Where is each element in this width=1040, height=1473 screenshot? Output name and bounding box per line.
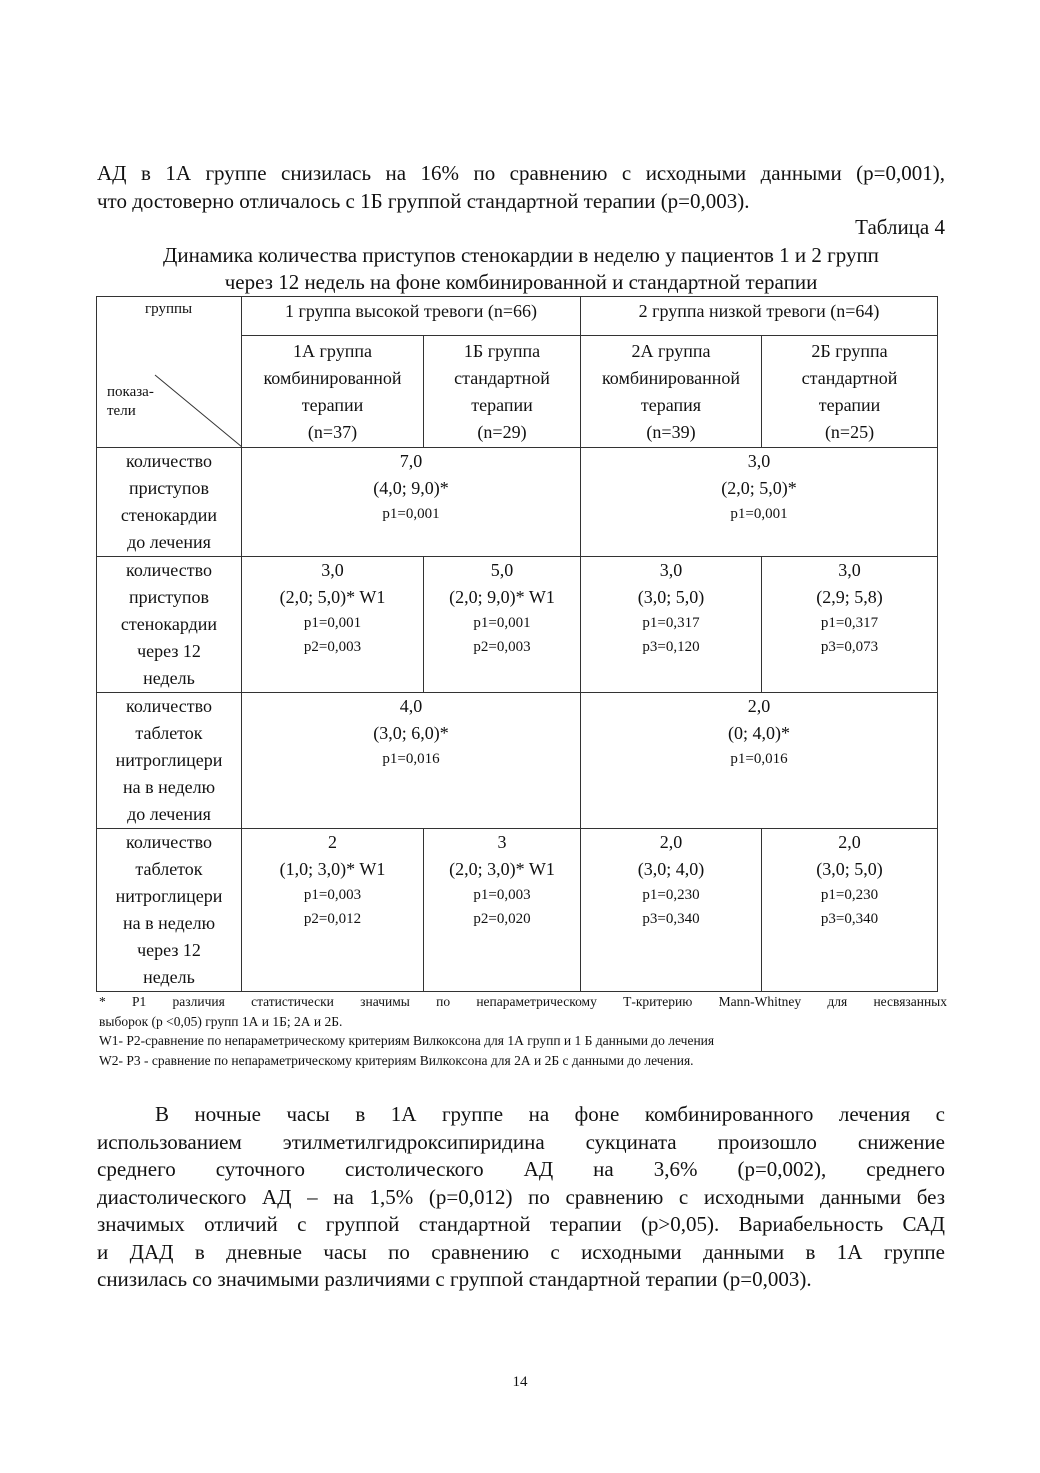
corner-cell xyxy=(97,297,242,448)
value-cell: 2 (1,0; 3,0)* W1 р1=0,003 р2=0,012 xyxy=(242,829,424,992)
row-label: количество приступов стенокардии до лечения xyxy=(97,448,242,557)
group1-value-cell: 7,0 (4,0; 9,0)* р1=0,001 xyxy=(242,448,581,557)
text-line: снизилась со значимыми различиями с группой стандартной терапии (р=0,003). xyxy=(97,1267,812,1291)
note-line: выборок (р <0,05) групп 1А и 1Б; 2А и 2Б. xyxy=(99,1013,343,1029)
note-line: W1- Р2-сравнение по непараметрическому критериям Вилкоксона для 1А групп и 1 Б данными до лечения xyxy=(99,1033,715,1048)
caption-line: Динамика количества приступов стенокардии в неделю у пациентов 1 и 2 групп xyxy=(163,243,879,267)
value-cell: 2,0 (3,0; 5,0) р1=0,230 р3=0,340 xyxy=(762,829,938,992)
text-line: использованием этилметилгидроксипиридина сукцината произошло снижение xyxy=(97,1129,945,1154)
table-row xyxy=(97,557,938,693)
value-cell: 3 (2,0; 3,0)* W1 р1=0,003 р2=0,020 xyxy=(424,829,581,992)
caption-line: через 12 недель на фоне комбинированной и стандартной терапии xyxy=(224,270,818,294)
intro-paragraph xyxy=(97,160,945,215)
text-line: и ДАД в дневные часы по сравнению с исходными данными в 1А группе xyxy=(97,1239,945,1264)
text-line: АД в 1А группе снизилась на 16% по сравнению с исходными данными (р=0,001), xyxy=(97,161,945,185)
table-notes xyxy=(99,992,947,1070)
subgroup-1a: 1А группа комбинированной терапии (n=37) xyxy=(242,336,424,448)
text-line: В ночные часы в 1А группе на фоне комбинированного лечения с xyxy=(155,1102,945,1126)
value-cell: 3,0 (2,9; 5,8) р1=0,317 р3=0,073 xyxy=(762,557,938,693)
group1-value-cell: 4,0 (3,0; 6,0)* р1=0,016 xyxy=(242,693,581,829)
row-label: количество таблеток нитроглицери на в неделю до лечения xyxy=(97,693,242,829)
text-line: среднего суточного систолического АД на 3,6% (р=0,002), среднего xyxy=(97,1157,945,1181)
text-line: диастолического АД – на 1,5% (р=0,012) по сравнению с исходными данными без xyxy=(97,1184,945,1209)
table-row xyxy=(97,829,938,992)
corner-indicators-label: показа- тели xyxy=(107,384,154,419)
subgroup-2a: 2А группа комбинированной терапия (n=39) xyxy=(581,336,762,448)
page-number: 14 xyxy=(512,1374,528,1390)
note-line: W2- Р3 - сравнение по непараметрическому критериям Вилкоксона для 2А и 2Б с данными до лечения. xyxy=(99,1052,694,1068)
group2-value-cell: 2,0 (0; 4,0)* р1=0,016 xyxy=(581,693,938,829)
note-line: * Р1 различия статистически значимы по непараметрическому Т-критерию Mann-Whitney для несвязанных xyxy=(99,994,947,1009)
text-line: что достоверно отличалось с 1Б группой стандартной терапии (р=0,003). xyxy=(97,188,750,213)
header-row xyxy=(97,297,938,336)
body-paragraph xyxy=(97,1101,945,1294)
value-cell: 2,0 (3,0; 4,0) р1=0,230 р3=0,340 xyxy=(581,829,762,992)
group2-header: 2 группа низкой тревоги (n=64) xyxy=(581,297,938,336)
table-row xyxy=(97,448,938,557)
corner-groups-label: группы xyxy=(145,301,193,317)
group2-value-cell: 3,0 (2,0; 5,0)* р1=0,001 xyxy=(581,448,938,557)
row-label: количество приступов стенокардии через 12 недель xyxy=(97,557,242,693)
table-row xyxy=(97,693,938,829)
subgroup-1b: 1Б группа стандартной терапии (n=29) xyxy=(424,336,581,448)
row-label: количество таблеток нитроглицери на в неделю через 12 недель xyxy=(97,829,242,992)
text-line: значимых отличий с группой стандартной терапии (р>0,05). Вариабельность САД xyxy=(97,1212,945,1236)
table-caption xyxy=(97,242,945,296)
group1-header: 1 группа высокой тревоги (n=66) xyxy=(242,297,581,336)
value-cell: 3,0 (3,0; 5,0) р1=0,317 р3=0,120 xyxy=(581,557,762,693)
table-label: Таблица 4 xyxy=(855,215,945,239)
diagonal-divider xyxy=(97,297,242,447)
value-cell: 3,0 (2,0; 5,0)* W1 р1=0,001 р2=0,003 xyxy=(242,557,424,693)
data-table xyxy=(96,296,938,992)
subgroup-2b: 2Б группа стандартной терапии (n=25) xyxy=(762,336,938,448)
value-cell: 5,0 (2,0; 9,0)* W1 р1=0,001 р2=0,003 xyxy=(424,557,581,693)
